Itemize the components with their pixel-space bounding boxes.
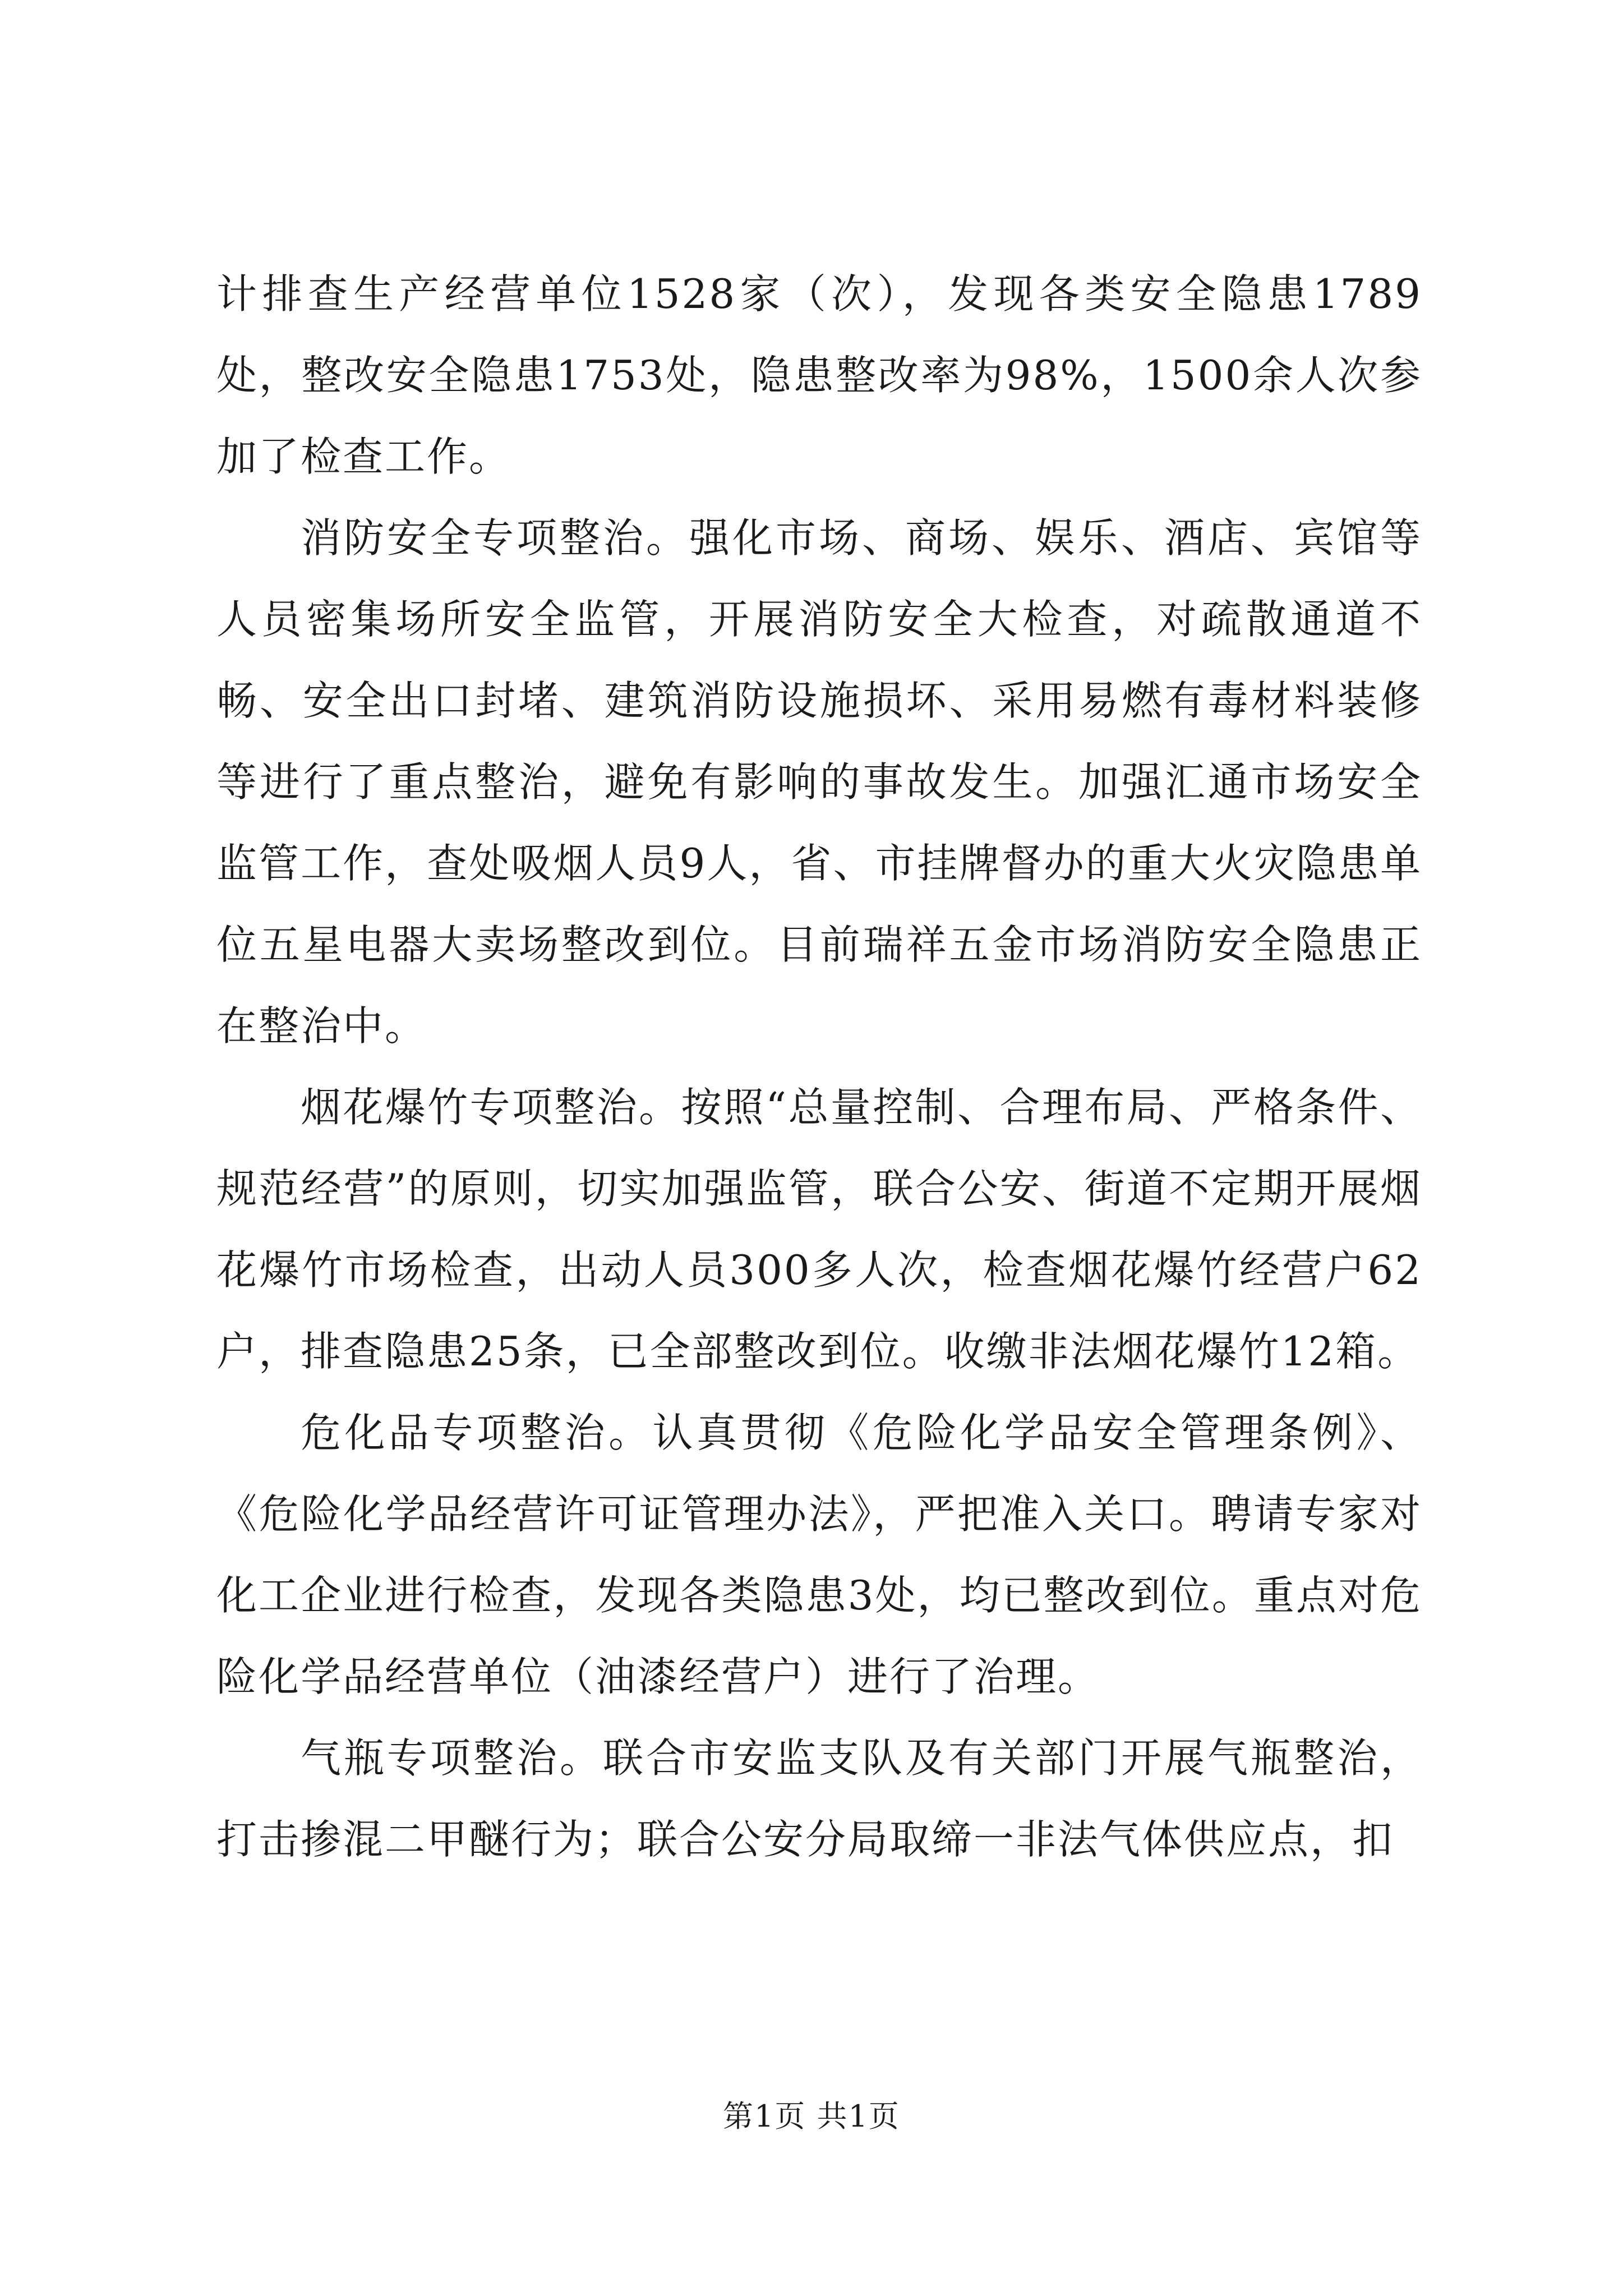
- paragraph-fireworks: 烟花爆竹专项整治。按照“总量控制、合理布局、严格条件、规范经营”的原则，切实加强监管，联合公安、街道不定期开展烟花爆竹市场检查，出动人员300多人次，检查烟花爆竹经营户62户，排查隐患25条，已全部整改到位。收缴非法烟花爆竹12箱。: [216, 1084, 1422, 1375]
- paragraph-fire-safety: 消防安全专项整治。强化市场、商场、娱乐、酒店、宾馆等人员密集场所安全监管，开展消防安全大检查，对疏散通道不畅、安全出口封堵、建筑消防设施损坏、采用易燃有毒材料装修等进行了重点整治，避免有影响的事故发生。加强汇通市场安全监管工作，查处吸烟人员9人，省、市挂牌督办的重大火灾隐患单位五星电器大卖场整改到位。目前瑞祥五金市场消防安全隐患正在整治中。: [216, 514, 1422, 1050]
- paragraph-gas-cylinders: 气瓶专项整治。联合市安监支队及有关部门开展气瓶整治，打击掺混二甲醚行为；联合公安分局取缔一非法气体供应点，扣: [216, 1734, 1422, 1863]
- paragraph-continuation: 计排查生产经营单位1528家（次），发现各类安全隐患1789处，整改安全隐患1753处，隐患整改率为98%，1500余人次参加了检查工作。: [216, 270, 1422, 480]
- document-body: [216, 254, 1422, 1880]
- paragraph-hazardous-chemicals: 危化品专项整治。认真贯彻《危险化学品安全管理条例》、《危险化学品经营许可证管理办法》，严把准入关口。聘请专家对化工企业进行检查，发现各类隐患3处，均已整改到位。重点对危险化学品经营单位（油漆经营户）进行了治理。: [216, 1409, 1422, 1700]
- page-footer: 第1页 共1页: [723, 2099, 900, 2134]
